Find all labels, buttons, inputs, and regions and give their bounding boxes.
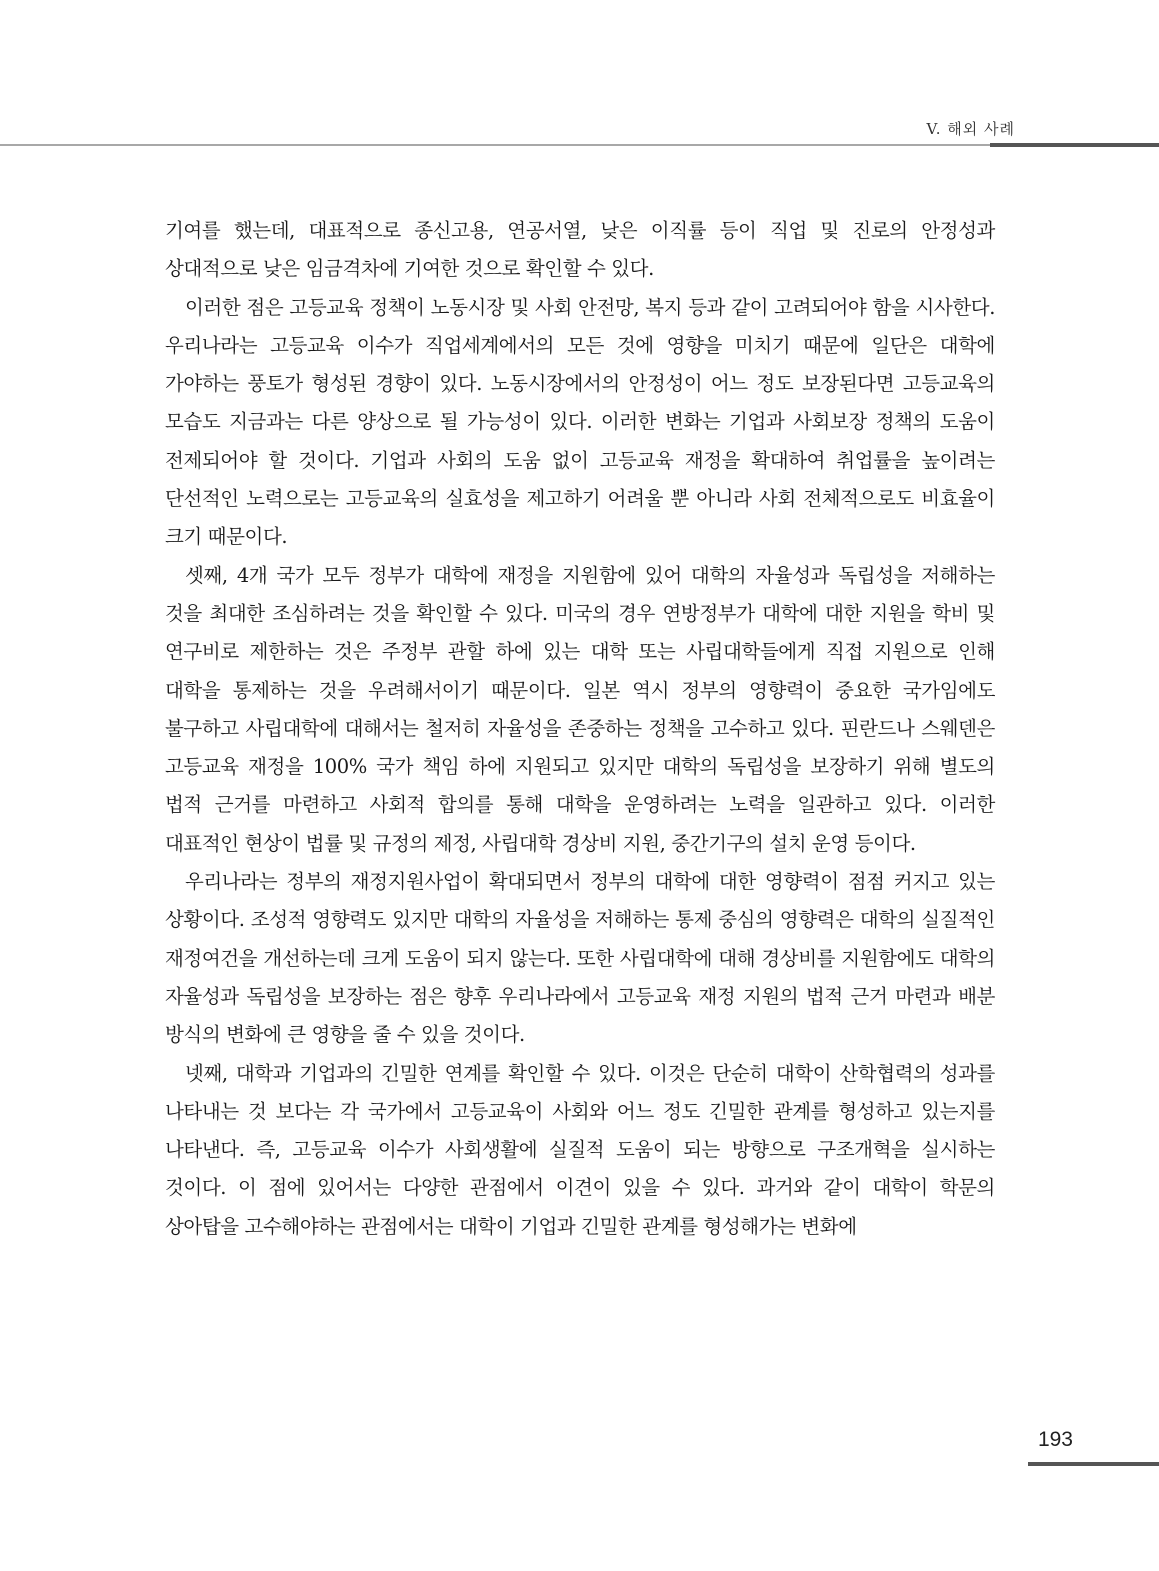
paragraph-continuation: 기여를 했는데, 대표적으로 종신고용, 연공서열, 낮은 이직률 등이 직업 및 진로의 안정성과 상대적으로 낮은 임금격차에 기여한 것으로 확인할 수 있다. <box>165 219 995 281</box>
paragraph-third-point: 셋째, 4개 국가 모두 정부가 대학에 재정을 지원함에 있어 대학의 자율성과 독립성을 저해하는 것을 최대한 조심하려는 것을 확인할 수 있다. 미국의 경우 연방정부가 대학에 대한 지원을 학비 및 연구비로 제한하는 것은 주정부 관할 하에 있는 대학 또는 사립대학들에게 직접 지원으로 인해 대학을 통제하는 것을 우려해서이기 때문이다. 일본 역시 정부의 영향력이 중요한 국가임에도 불구하고 사립대학에 대해서는 철저히 자율성을 존중하는 정책을 고수하고 있다. 핀란드나 스웨덴은 고등교육 재정을 100% 국가 책임 하에 지원되고 있지만 대학의 독립성을 보장하기 위해 별도의 법적 근거를 마련하고 사회적 합의를 통해 대학을 운영하려는 노력을 일관하고 있다. 이러한 대표적인 현상이 법률 및 규정의 제정, 사립대학 경상비 지원, 중간기구의 설치 운영 등이다. <box>165 563 995 855</box>
paragraph-policy-implication: 이러한 점은 고등교육 정책이 노동시장 및 사회 안전망, 복지 등과 같이 고려되어야 함을 시사한다. 우리나라는 고등교육 이수가 직업세계에서의 모든 것에 영향을 미치기 때문에 일단은 대학에 가야하는 풍토가 형성된 경향이 있다. 노동시장에서의 안정성이 어느 정도 보장된다면 고등교육의 모습도 지금과는 다른 양상으로 될 가능성이 있다. 이러한 변화는 기업과 사회보장 정책의 도움이 전제되어야 할 것이다. 기업과 사회의 도움 없이 고등교육 재정을 확대하여 취업률을 높이려는 단선적인 노력으로는 고등교육의 실효성을 제고하기 어려울 뿐 아니라 사회 전체적으로도 비효율이 크기 때문이다. <box>165 295 995 549</box>
body-text <box>165 212 995 1246</box>
header-divider-accent <box>990 143 1159 147</box>
paragraph-fourth-point: 넷째, 대학과 기업과의 긴밀한 연계를 확인할 수 있다. 이것은 단순히 대학이 산학협력의 성과를 나타내는 것 보다는 각 국가에서 고등교육이 사회와 어느 정도 긴밀한 관계를 형성하고 있는지를 나타낸다. 즉, 고등교육 이수가 사회생활에 실질적 도움이 되는 방향으로 구조개혁을 실시하는 것이다. 이 점에 있어서는 다양한 관점에서 이견이 있을 수 있다. 과거와 같이 대학이 학문의 상아탑을 고수해야하는 관점에서는 대학이 기업과 긴밀한 관계를 형성해가는 변화에 <box>165 1061 995 1238</box>
running-header-section-title: V. 해외 사례 <box>926 120 1015 138</box>
footer-divider-accent <box>1028 1462 1159 1466</box>
paragraph-korea-situation: 우리나라는 정부의 재정지원사업이 확대되면서 정부의 대학에 대한 영향력이 점점 커지고 있는 상황이다. 조성적 영향력도 있지만 대학의 자율성을 저해하는 통제 중심의 영향력은 대학의 실질적인 재정여건을 개선하는데 크게 도움이 되지 않는다. 또한 사립대학에 대해 경상비를 지원함에도 대학의 자율성과 독립성을 보장하는 점은 향후 우리나라에서 고등교육 재정 지원의 법적 근거 마련과 배분 방식의 변화에 큰 영향을 줄 수 있을 것이다. <box>165 870 996 1047</box>
page-number: 193 <box>1037 1428 1073 1451</box>
header-divider-line <box>0 144 990 146</box>
